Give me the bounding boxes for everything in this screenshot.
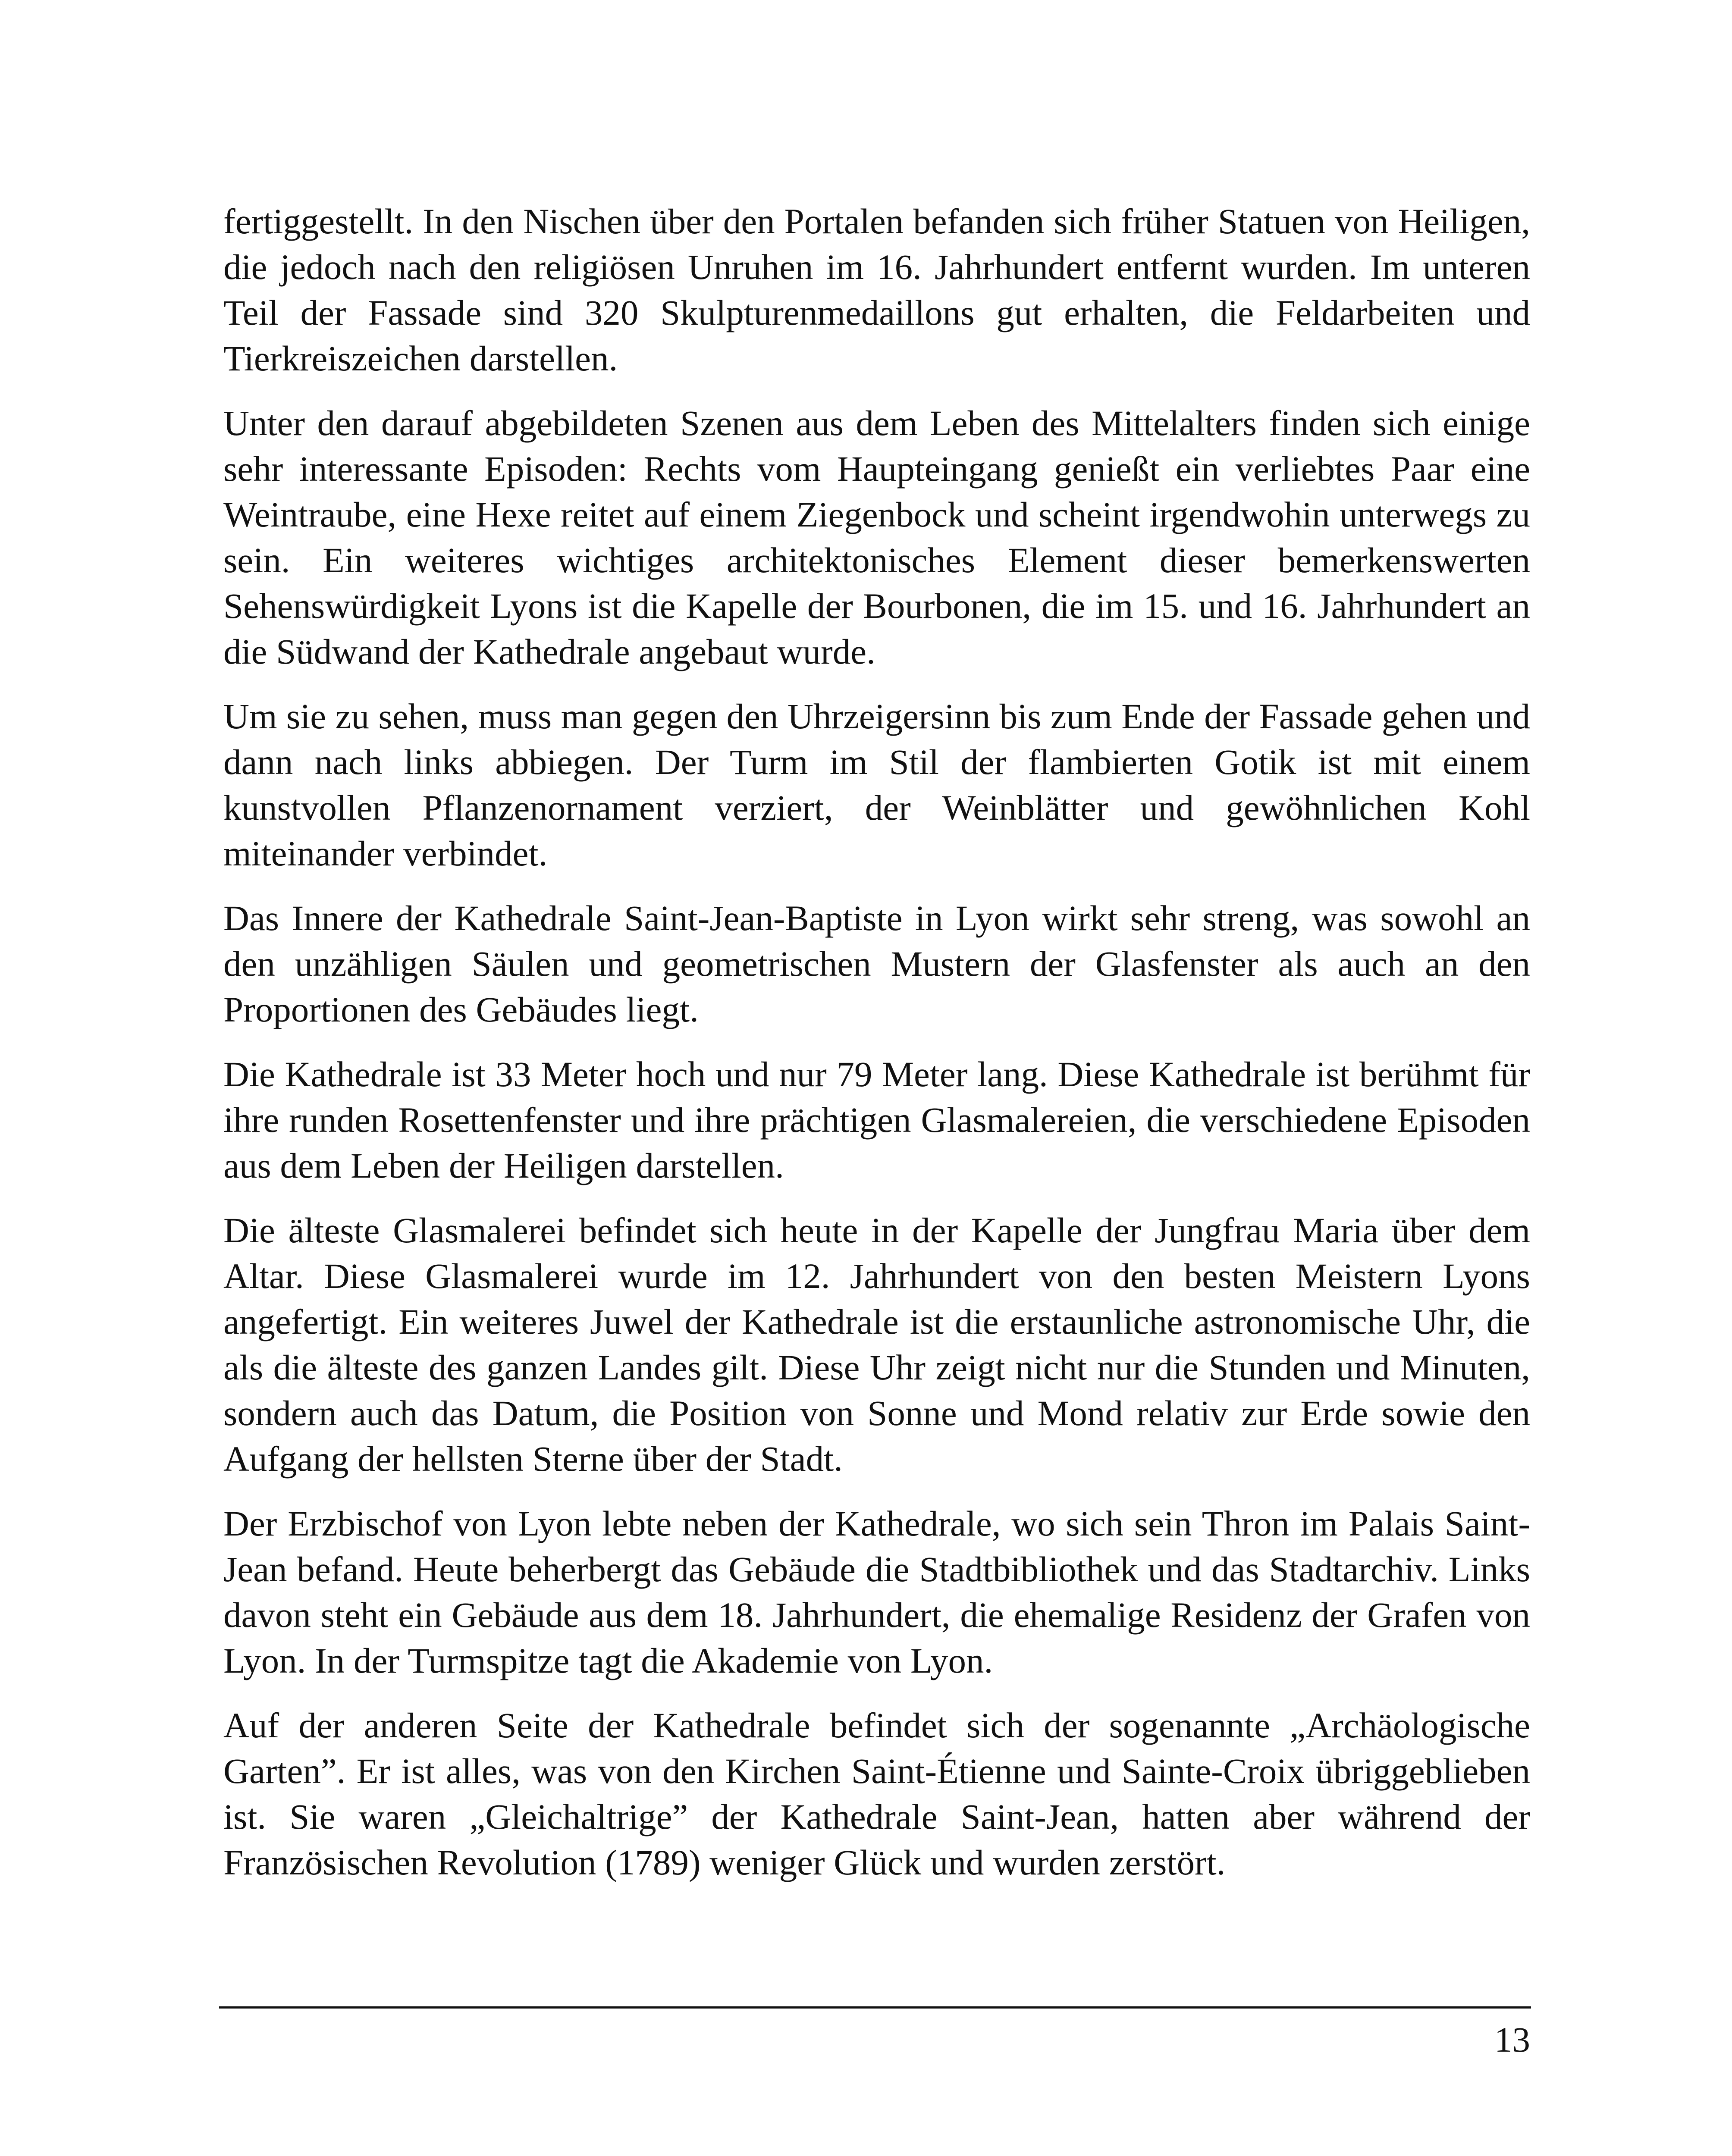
paragraph-3: Um sie zu sehen, muss man gegen den Uhrzeigersinn bis zum Ende der Fassade gehen und dann nach links abbiegen. Der Turm im Stil der flambierten Gotik ist mit einem kunstvollen Pflanzenornament verziert, der Weinblätter und gewöhnlichen Kohl miteinander verbindet. — [223, 696, 1530, 873]
paragraph-6: Die älteste Glasmalerei befindet sich heute in der Kapelle der Jungfrau Maria über dem Altar. Diese Glasmalerei wurde im 12. Jahrhundert von den besten Meistern Lyons angefertigt. Ein weiteres Juwel der Kathedrale ist die erstaunliche astronomische Uhr, die als die älteste des ganzen Landes gilt. Diese Uhr zeigt nicht nur die Stunden und Minuten, sondern auch das Datum, die Position von Sonne und Mond relativ zur Erde sowie den Aufgang der hellsten Sterne über der Stadt. — [223, 1210, 1530, 1479]
paragraph-1: fertiggestellt. In den Nischen über den Portalen befanden sich früher Statuen von Heiligen, die jedoch nach den religiösen Unruhen im 16. Jahrhundert entfernt wurden. Im unteren Teil der Fassade sind 320 Skulpturenmedaillons gut erhalten, die Feldarbeiten und Tierkreiszeichen darstellen. — [223, 201, 1530, 378]
page-number: 13 — [1494, 2020, 1530, 2059]
paragraph-8: Auf der anderen Seite der Kathedrale befindet sich der sogenannte „Archäologische Garten”. Er ist alles, was von den Kirchen Saint-Étienne und Sainte-Croix übriggeblieben ist. Sie waren „Gleichaltrige” der Kathedrale Saint-Jean, hatten aber während der Französischen Revolution (1789) weniger Glück und wurden zerstört. — [223, 1705, 1530, 1882]
body-text — [223, 198, 1530, 1904]
paragraph-2: Unter den darauf abgebildeten Szenen aus dem Leben des Mittelalters finden sich einige sehr interessante Episoden: Rechts vom Haupteingang genießt ein verliebtes Paar eine Weintraube, eine Hexe reitet auf einem Ziegenbock und scheint irgendwohin unterwegs zu sein. Ein weiteres wichtiges architektonisches Element dieser bemerkenswerten Sehenswürdigkeit Lyons ist die Kapelle der Bourbonen, die im 15. und 16. Jahrhundert an die Südwand der Kathedrale angebaut wurde. — [223, 403, 1530, 671]
footer-divider — [219, 2006, 1531, 2009]
paragraph-4: Das Innere der Kathedrale Saint-Jean-Baptiste in Lyon wirkt sehr streng, was sowohl an den unzähligen Säulen und geometrischen Mustern der Glasfenster als auch an den Proportionen des Gebäudes liegt. — [223, 898, 1530, 1029]
paragraph-5: Die Kathedrale ist 33 Meter hoch und nur 79 Meter lang. Diese Kathedrale ist berühmt für ihre runden Rosettenfenster und ihre prächtigen Glasmalereien, die verschiedene Episoden aus dem Leben der Heiligen darstellen. — [223, 1054, 1530, 1185]
paragraph-7: Der Erzbischof von Lyon lebte neben der Kathedrale, wo sich sein Thron im Palais Saint-Jean befand. Heute beherbergt das Gebäude die Stadtbibliothek und das Stadtarchiv. Links davon steht ein Gebäude aus dem 18. Jahrhundert, die ehemalige Residenz der Grafen von Lyon. In der Turmspitze tagt die Akademie von Lyon. — [223, 1504, 1530, 1680]
